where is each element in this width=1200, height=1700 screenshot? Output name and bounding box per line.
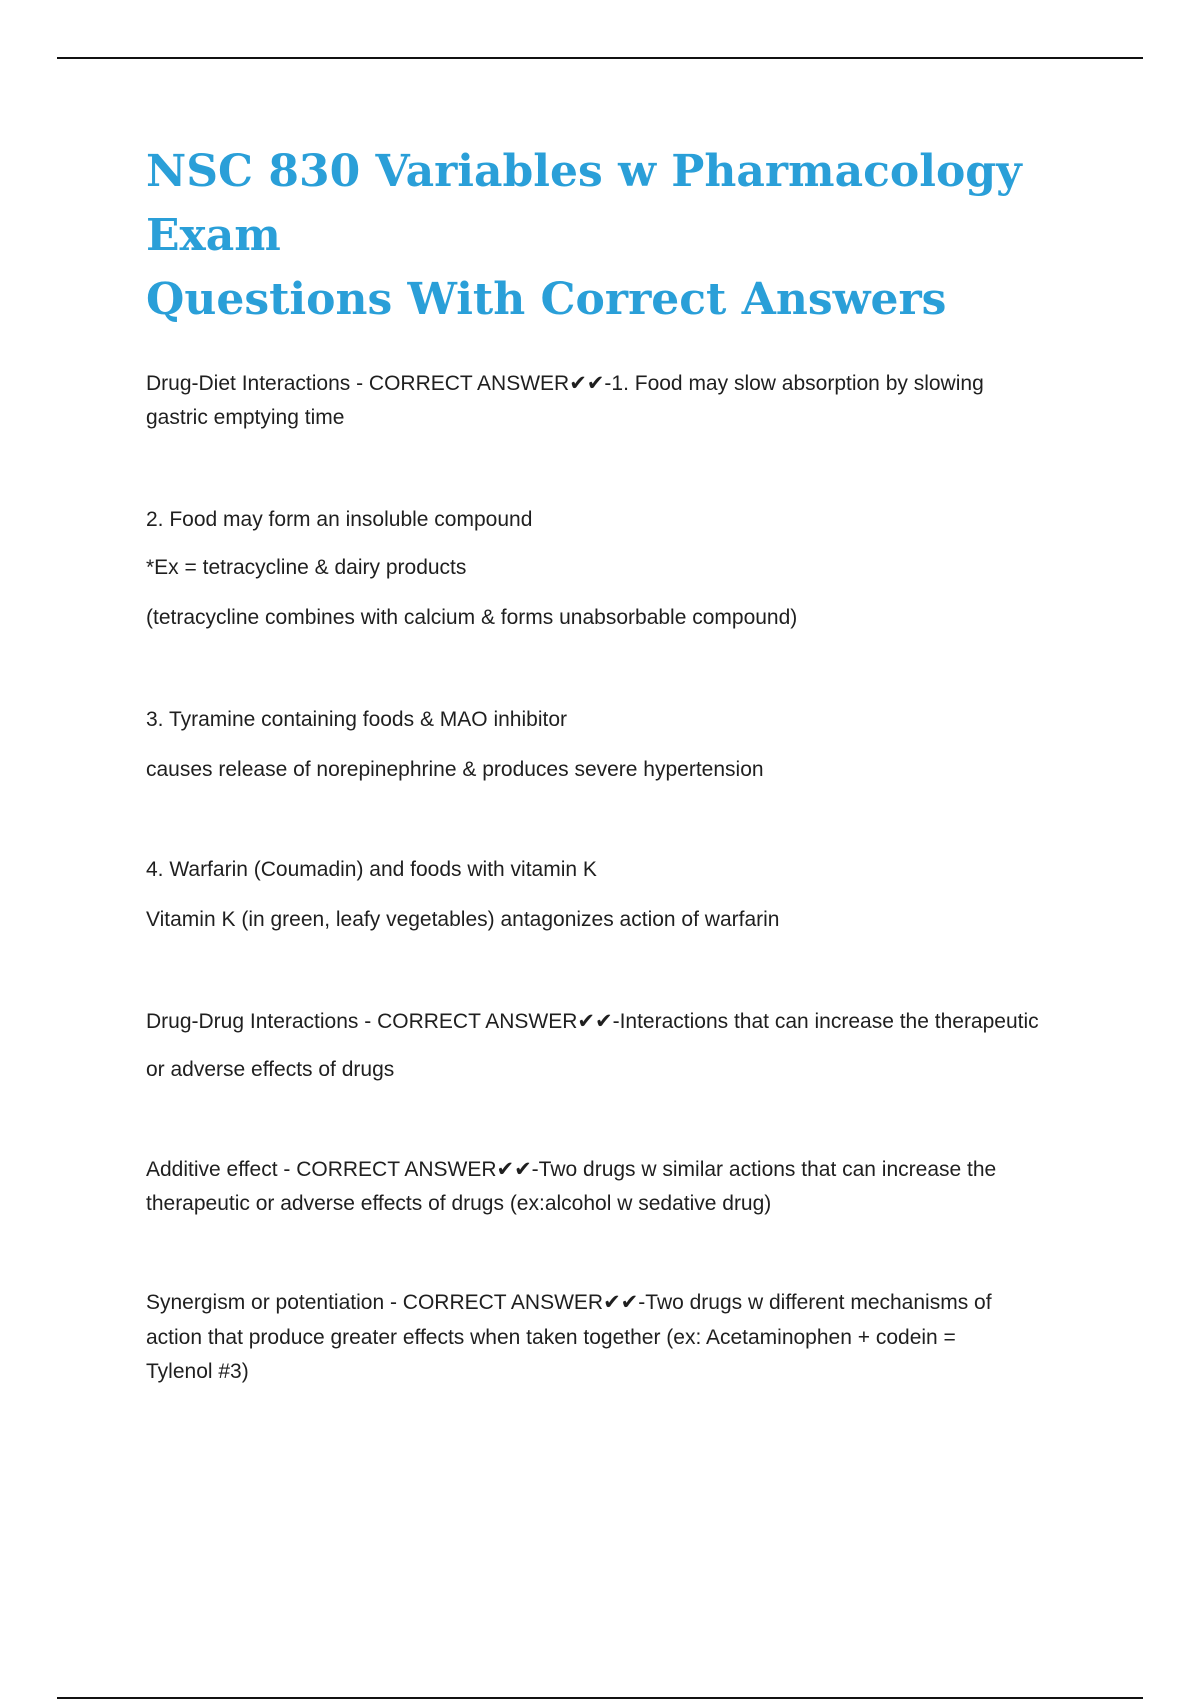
title-line-2: Questions With Correct Answers — [146, 274, 947, 325]
top-rule — [57, 57, 1143, 59]
drug-drug-interactions-line-2: or adverse effects of drugs — [146, 1058, 395, 1081]
vitamin-k-line: Vitamin K (in green, leafy vegetables) antagonizes action of warfarin — [146, 908, 780, 931]
bottom-rule — [57, 1697, 1143, 1699]
synergism-line-3: Tylenol #3) — [146, 1360, 249, 1383]
drug-diet-interactions-line-2: gastric emptying time — [146, 406, 345, 429]
drug-diet-interactions-line-1: Drug-Diet Interactions - CORRECT ANSWER✔✔-1. Food may slow absorption by slowing — [146, 372, 984, 395]
additive-effect-line-1: Additive effect - CORRECT ANSWER✔✔-Two drugs w similar actions that can increase the — [146, 1158, 997, 1181]
food-insoluble-line: 2. Food may form an insoluble compound — [146, 508, 533, 531]
tetracycline-note-line: (tetracycline combines with calcium & forms unabsorbable compound) — [146, 606, 798, 629]
warfarin-line: 4. Warfarin (Coumadin) and foods with vitamin K — [146, 858, 597, 881]
synergism-line-1: Synergism or potentiation - CORRECT ANSWER✔✔-Two drugs w different mechanisms of — [146, 1291, 992, 1314]
synergism-line-2: action that produce greater effects when taken together (ex: Acetaminophen + codein = — [146, 1326, 956, 1349]
page-title — [146, 140, 1076, 332]
additive-effect-line-2: therapeutic or adverse effects of drugs (ex:alcohol w sedative drug) — [146, 1192, 772, 1215]
norepinephrine-line: causes release of norepinephrine & produces severe hypertension — [146, 758, 764, 781]
tetracycline-example-line: *Ex = tetracycline & dairy products — [146, 556, 467, 579]
tyramine-line: 3. Tyramine containing foods & MAO inhibitor — [146, 708, 567, 731]
drug-drug-interactions-line-1: Drug-Drug Interactions - CORRECT ANSWER✔✔-Interactions that can increase the therapeutic — [146, 1010, 1039, 1033]
title-line-1: NSC 830 Variables w Pharmacology Exam — [146, 146, 1022, 261]
